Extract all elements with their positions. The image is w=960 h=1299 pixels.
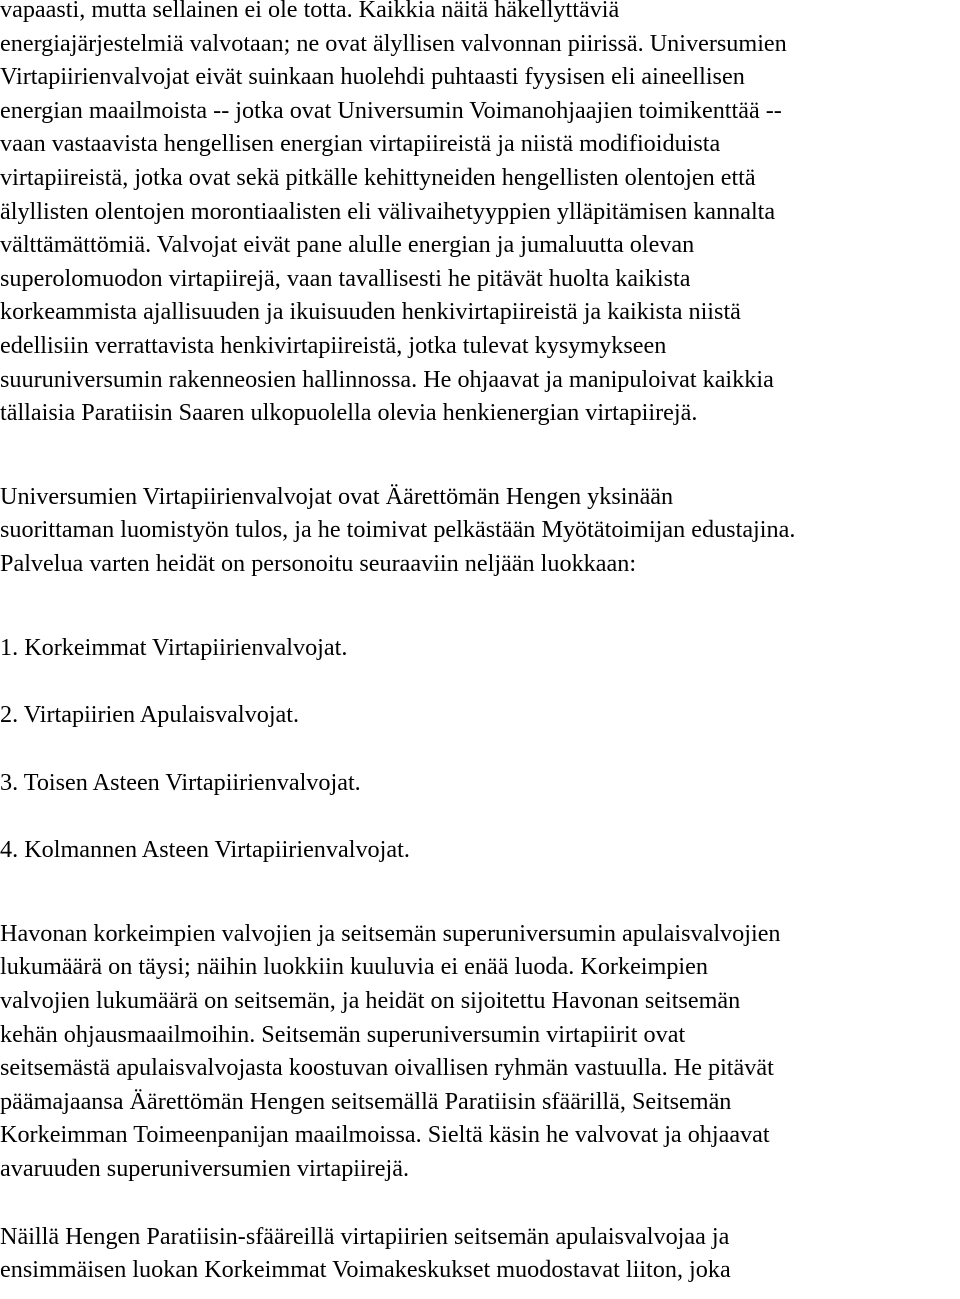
text-line: energiajärjestelmiä valvotaan; ne ovat älyllisen valvonnan piirissä. Universumien bbox=[0, 29, 787, 57]
paragraph-spacer bbox=[0, 581, 960, 631]
text-line: korkeammista ajallisuuden ja ikuisuuden henkivirtapiireistä ja kaikista niistä bbox=[0, 298, 741, 326]
list-item: 4. Kolmannen Asteen Virtapiirienvalvojat. bbox=[0, 836, 410, 864]
paragraph-spacer bbox=[0, 1186, 960, 1220]
list-spacer bbox=[0, 664, 960, 698]
text-line: avaruuden superuniversumien virtapiirejä. bbox=[0, 1155, 410, 1183]
list-item: 3. Toisen Asteen Virtapiirienvalvojat. bbox=[0, 768, 361, 796]
text-line: valvojien lukumäärä on seitsemän, ja heidät on sijoitettu Havonan seitsemän bbox=[0, 987, 741, 1015]
text-line: vapaasti, mutta sellainen ei ole totta. Kaikkia näitä häkellyttäviä bbox=[0, 0, 620, 23]
text-line: Palvelua varten heidät on personoitu seuraaviin neljään luokkaan: bbox=[0, 549, 637, 577]
text-line: suuruniversumin rakenneosien hallinnossa. He ohjaavat ja manipuloivat kaikkia bbox=[0, 365, 774, 393]
text-line: Näillä Hengen Paratiisin-sfääreillä virtapiirien seitsemän apulaisvalvojaa ja bbox=[0, 1222, 730, 1250]
paragraph-havonan-valvojat bbox=[0, 917, 960, 1186]
paragraph-spacer bbox=[0, 430, 960, 480]
text-line: vaan vastaavista hengellisen energian virtapiireistä ja niistä modifioiduista bbox=[0, 130, 721, 158]
paragraph-valvojien-luokat bbox=[0, 480, 960, 581]
text-line: tällaisia Paratiisin Saaren ulkopuolella olevia henkienergian virtapiirejä. bbox=[0, 399, 698, 427]
text-line: ensimmäisen luokan Korkeimmat Voimakeskukset muodostavat liiton, joka bbox=[0, 1256, 731, 1284]
text-line: lukumäärä on täysi; näihin luokkiin kuuluvia ei enää luoda. Korkeimpien bbox=[0, 953, 708, 981]
text-line: seitsemästä apulaisvalvojasta koostuvan oivallisen ryhmän vastuulla. He pitävät bbox=[0, 1054, 774, 1082]
text-line: edellisiin verrattavista henkivirtapiireistä, jotka tulevat kysymykseen bbox=[0, 331, 667, 359]
text-line: Universumien Virtapiirienvalvojat ovat Äärettömän Hengen yksinään bbox=[0, 482, 674, 510]
text-line: Virtapiirienvalvojat eivät suinkaan huolehdi puhtaasti fyysisen eli aineellisen bbox=[0, 63, 745, 91]
list-spacer bbox=[0, 799, 960, 833]
text-line: superolomuodon virtapiirejä, vaan tavallisesti he pitävät huolta kaikista bbox=[0, 264, 691, 292]
list-spacer bbox=[0, 732, 960, 766]
text-line: välttämättömiä. Valvojat eivät pane alulle energian ja jumaluutta olevan bbox=[0, 231, 695, 259]
text-line: päämajaansa Äärettömän Hengen seitsemällä Paratiisin sfäärillä, Seitsemän bbox=[0, 1087, 732, 1115]
text-line: suorittaman luomistyön tulos, ja he toimivat pelkästään Myötätoimijan edustajina. bbox=[0, 516, 796, 544]
text-line: Havonan korkeimpien valvojien ja seitsemän superuniversumin apulaisvalvojien bbox=[0, 919, 781, 947]
text-line: virtapiireistä, jotka ovat sekä pitkälle kehittyneiden hengellisten olentojen että bbox=[0, 163, 756, 191]
list-item: 2. Virtapiirien Apulaisvalvojat. bbox=[0, 701, 300, 729]
text-line: kehän ohjausmaailmoihin. Seitsemän superuniversumin virtapiirit ovat bbox=[0, 1020, 686, 1048]
text-line: älyllisten olentojen morontiaalisten eli välivaihetyyppien ylläpitämisen kannalta bbox=[0, 197, 776, 225]
paragraph-hengen-sfaarit bbox=[0, 1220, 960, 1287]
text-line: Korkeimman Toimeenpanijan maailmoissa. Sieltä käsin he valvovat ja ohjaavat bbox=[0, 1121, 770, 1149]
paragraph-virtapiirien-valvonta bbox=[0, 0, 960, 430]
list-item: 1. Korkeimmat Virtapiirienvalvojat. bbox=[0, 633, 348, 661]
paragraph-spacer bbox=[0, 867, 960, 917]
text-line: energian maailmoista -- jotka ovat Universumin Voimanohjaajien toimikenttää -- bbox=[0, 96, 782, 124]
